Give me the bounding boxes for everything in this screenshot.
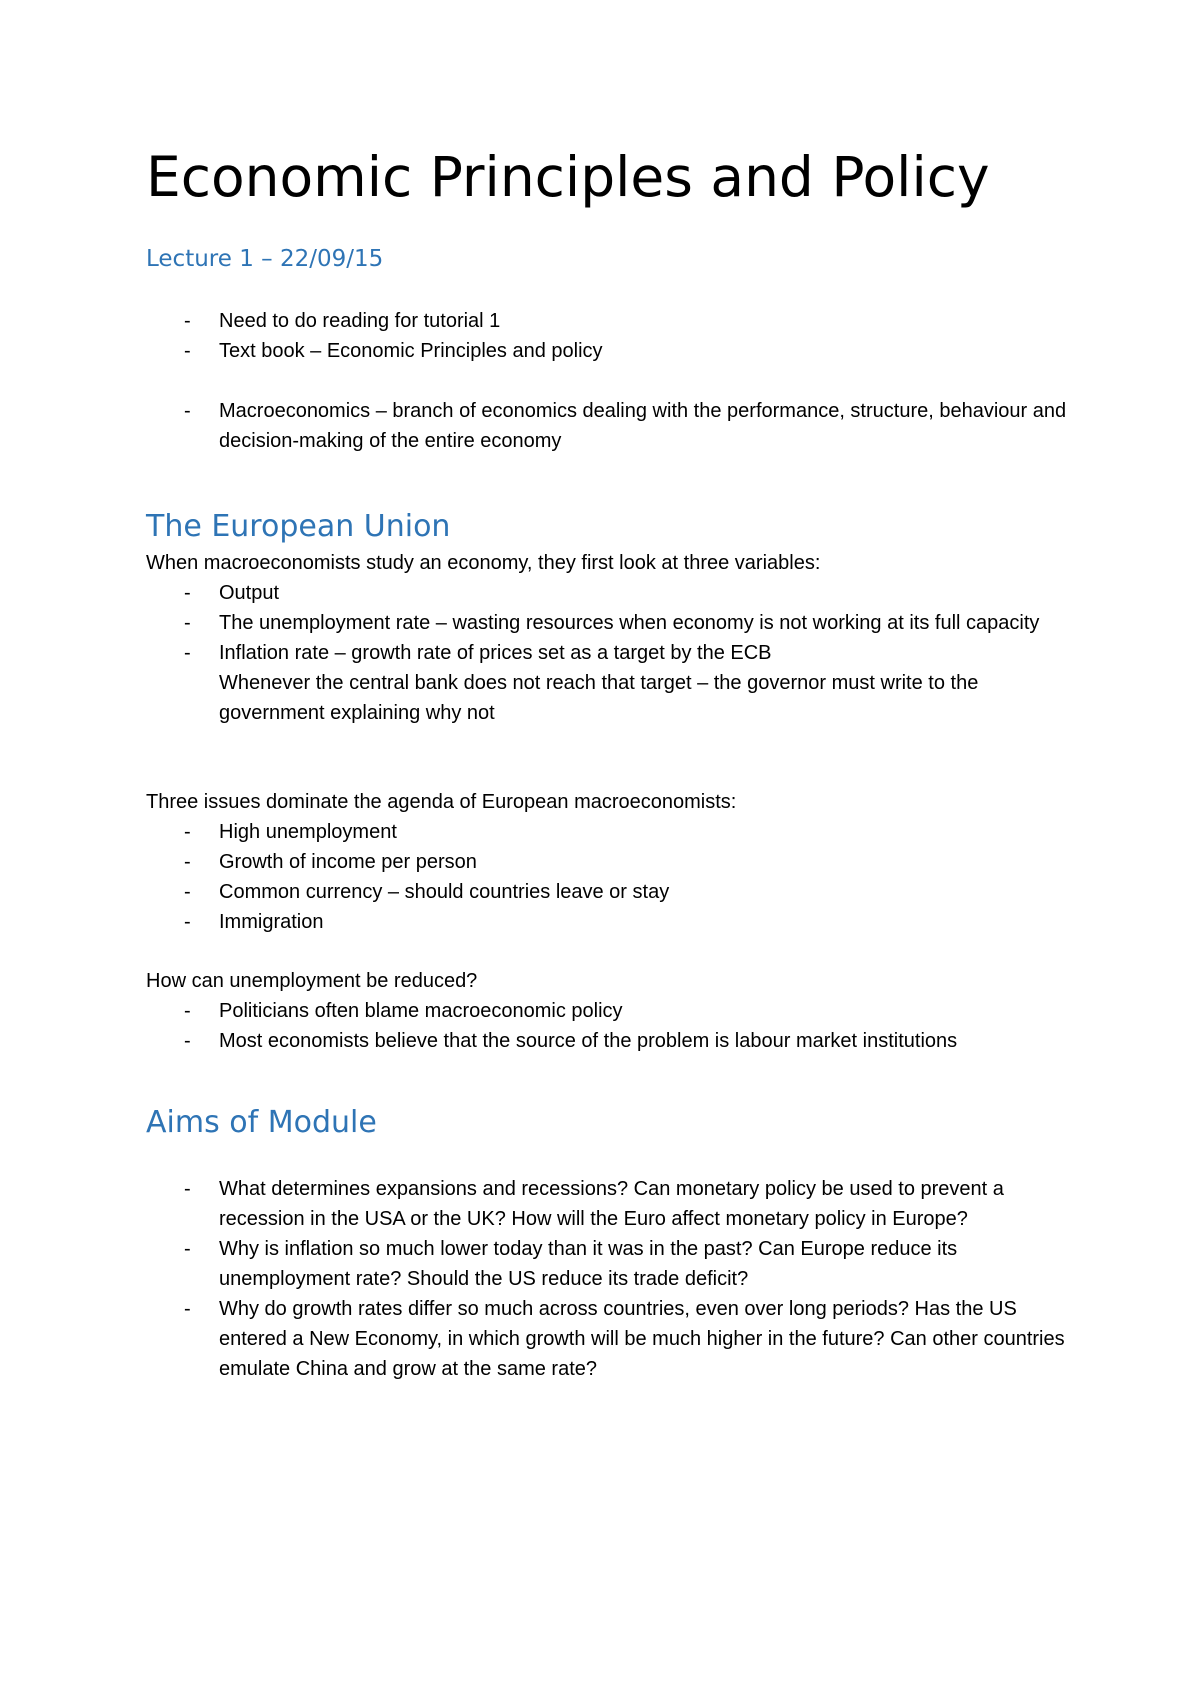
aims-section-body xyxy=(146,1174,1076,1384)
aims-section-heading: Aims of Module xyxy=(146,1105,377,1140)
intro-list-block xyxy=(146,306,1076,366)
bullet-dash: - xyxy=(184,1298,191,1320)
eu-intro-text: When macroeconomists study an economy, they first look at three variables: xyxy=(146,552,821,574)
question-block xyxy=(146,966,1076,1056)
lecture-heading: Lecture 1 – 22/09/15 xyxy=(146,246,384,272)
list-item: - Why is inflation so much lower today than it was in the past? Can Europe reduce its unemployment rate? Should the US reduce its trade deficit? xyxy=(146,1234,1076,1294)
bullet-dash: - xyxy=(184,642,191,664)
list-item: - High unemployment xyxy=(146,817,1076,847)
variables-list xyxy=(146,578,1076,728)
list-item: - Immigration xyxy=(146,907,1076,937)
aims-list xyxy=(146,1174,1076,1384)
bullet-dash: - xyxy=(184,400,191,422)
issues-list xyxy=(146,817,1076,937)
list-item: - Text book – Economic Principles and policy xyxy=(146,336,1076,366)
list-item: - Common currency – should countries leave or stay xyxy=(146,877,1076,907)
list-item: - The unemployment rate – wasting resources when economy is not working at its full capacity xyxy=(146,608,1076,638)
list-item: - Output xyxy=(146,578,1076,608)
list-item: - Politicians often blame macroeconomic policy xyxy=(146,996,1076,1026)
bullet-dash: - xyxy=(184,340,191,362)
bullet-dash: - xyxy=(184,851,191,873)
bullet-dash: - xyxy=(184,881,191,903)
list-item: - Need to do reading for tutorial 1 xyxy=(146,306,1076,336)
eu-section-body xyxy=(146,548,1076,728)
bullet-dash: - xyxy=(184,310,191,332)
intro-list xyxy=(146,306,1076,366)
answers-list xyxy=(146,996,1076,1056)
issues-intro-text: Three issues dominate the agenda of European macroeconomists: xyxy=(146,791,737,813)
bullet-dash: - xyxy=(184,1030,191,1052)
bullet-dash: - xyxy=(184,1000,191,1022)
question-text: How can unemployment be reduced? xyxy=(146,970,478,992)
bullet-dash: - xyxy=(184,612,191,634)
list-item: - Inflation rate – growth rate of prices set as a target by the ECB Whenever the central bank does not reach that target – the governor must write to the government explaining why not xyxy=(146,638,1076,728)
bullet-dash: - xyxy=(184,582,191,604)
definition-list xyxy=(146,396,1076,456)
document-title: Economic Principles and Policy xyxy=(146,145,990,209)
bullet-dash: - xyxy=(184,1178,191,1200)
bullet-dash: - xyxy=(184,911,191,933)
issues-block xyxy=(146,787,1076,937)
definition-list-block xyxy=(146,396,1076,456)
bullet-dash: - xyxy=(184,821,191,843)
list-item: - What determines expansions and recessions? Can monetary policy be used to prevent a recession in the USA or the UK? How will the Euro affect monetary policy in Europe? xyxy=(146,1174,1076,1234)
bullet-dash: - xyxy=(184,1238,191,1260)
list-item: - Most economists believe that the source of the problem is labour market institutions xyxy=(146,1026,1076,1056)
list-item: - Macroeconomics – branch of economics dealing with the performance, structure, behaviour and decision-making of the entire economy xyxy=(146,396,1076,456)
eu-section-heading: The European Union xyxy=(146,509,451,544)
list-item: - Growth of income per person xyxy=(146,847,1076,877)
list-item: - Why do growth rates differ so much across countries, even over long periods? Has the US entered a New Economy, in which growth will be much higher in the future? Can other countries emulate China and grow at the same rate? xyxy=(146,1294,1076,1384)
